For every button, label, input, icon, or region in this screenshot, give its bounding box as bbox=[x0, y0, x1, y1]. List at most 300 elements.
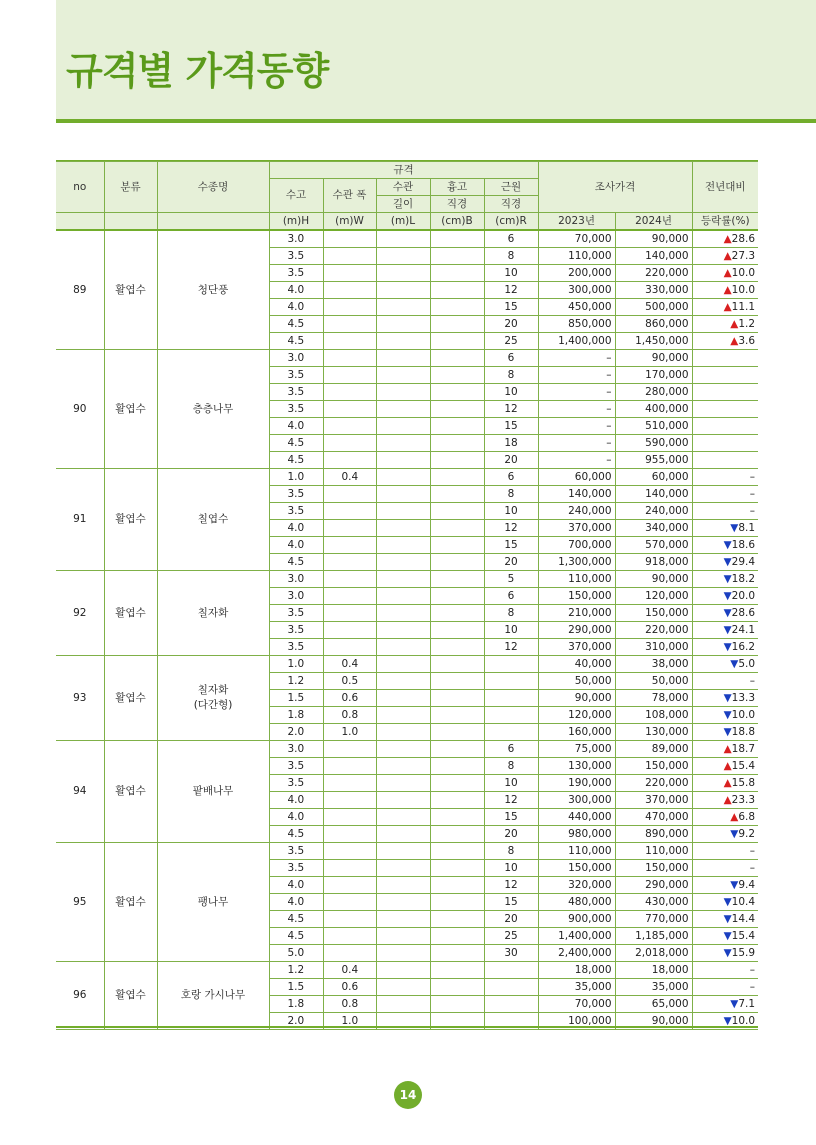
cell-l bbox=[376, 962, 430, 979]
row-category: 활엽수 bbox=[104, 741, 157, 843]
cell-p24: 150,000 bbox=[615, 758, 692, 775]
cell-p24: 400,000 bbox=[615, 401, 692, 418]
cell-change bbox=[692, 248, 758, 265]
cell-h: 3.5 bbox=[269, 639, 323, 656]
cell-r: 12 bbox=[484, 639, 538, 656]
triangle-down-icon: ▼ bbox=[723, 929, 732, 942]
cell-b bbox=[430, 554, 484, 571]
cell-h: 3.5 bbox=[269, 248, 323, 265]
unit-width: (m)W bbox=[323, 213, 376, 231]
cell-p23: – bbox=[538, 401, 615, 418]
triangle-up-icon: ▲ bbox=[723, 776, 732, 789]
cell-h: 3.5 bbox=[269, 605, 323, 622]
cell-p23: 200,000 bbox=[538, 265, 615, 282]
cell-b bbox=[430, 537, 484, 554]
triangle-up-icon: ▲ bbox=[723, 759, 732, 772]
cell-change bbox=[692, 809, 758, 826]
triangle-down-icon: ▼ bbox=[723, 589, 732, 602]
triangle-down-icon: ▼ bbox=[723, 946, 732, 959]
triangle-down-icon: ▼ bbox=[723, 912, 732, 925]
cell-w: 0.4 bbox=[323, 469, 376, 486]
cell-p24: 90,000 bbox=[615, 230, 692, 248]
cell-p23: 150,000 bbox=[538, 860, 615, 877]
cell-p23: 140,000 bbox=[538, 486, 615, 503]
cell-r: 30 bbox=[484, 945, 538, 962]
cell-p23: 900,000 bbox=[538, 911, 615, 928]
cell-h: 3.5 bbox=[269, 367, 323, 384]
cell-change bbox=[692, 792, 758, 809]
cell-change bbox=[692, 537, 758, 554]
cell-change bbox=[692, 724, 758, 741]
cell-b bbox=[430, 622, 484, 639]
table-row bbox=[56, 469, 758, 486]
cell-change bbox=[692, 656, 758, 673]
cell-p24: 78,000 bbox=[615, 690, 692, 707]
cell-l bbox=[376, 741, 430, 758]
cell-p23: 120,000 bbox=[538, 707, 615, 724]
cell-change bbox=[692, 945, 758, 962]
cell-p24: 108,000 bbox=[615, 707, 692, 724]
cell-b bbox=[430, 894, 484, 911]
cell-l bbox=[376, 724, 430, 741]
cell-l bbox=[376, 690, 430, 707]
cell-r: 20 bbox=[484, 316, 538, 333]
change-value: 18.7 bbox=[731, 742, 756, 755]
cell-l bbox=[376, 588, 430, 605]
cell-w bbox=[323, 367, 376, 384]
year-2024: 2024년 bbox=[615, 213, 692, 231]
header-no: no bbox=[56, 162, 104, 213]
cell-p23: 60,000 bbox=[538, 469, 615, 486]
cell-change bbox=[692, 452, 758, 469]
cell-w bbox=[323, 503, 376, 520]
header-category: 분류 bbox=[104, 162, 157, 213]
change-value: – bbox=[749, 980, 756, 993]
cell-p23: 210,000 bbox=[538, 605, 615, 622]
cell-h: 3.5 bbox=[269, 860, 323, 877]
cell-p23: 50,000 bbox=[538, 673, 615, 690]
cell-w bbox=[323, 571, 376, 588]
cell-l bbox=[376, 503, 430, 520]
cell-w bbox=[323, 809, 376, 826]
cell-change bbox=[692, 928, 758, 945]
cell-r: 12 bbox=[484, 401, 538, 418]
cell-l bbox=[376, 282, 430, 299]
cell-w bbox=[323, 265, 376, 282]
cell-r: 10 bbox=[484, 622, 538, 639]
cell-w bbox=[323, 826, 376, 843]
cell-w: 0.8 bbox=[323, 996, 376, 1013]
cell-b bbox=[430, 418, 484, 435]
page-number: 14 bbox=[394, 1081, 422, 1109]
cell-w: 1.0 bbox=[323, 1013, 376, 1030]
cell-r: 18 bbox=[484, 435, 538, 452]
cell-r: 20 bbox=[484, 826, 538, 843]
cell-h: 3.5 bbox=[269, 486, 323, 503]
cell-l bbox=[376, 656, 430, 673]
row-species bbox=[157, 469, 269, 571]
cell-p23: 110,000 bbox=[538, 843, 615, 860]
cell-b bbox=[430, 979, 484, 996]
cell-l bbox=[376, 230, 430, 248]
row-species bbox=[157, 656, 269, 741]
cell-r: 8 bbox=[484, 248, 538, 265]
triangle-down-icon: ▼ bbox=[723, 1014, 732, 1027]
cell-h: 1.5 bbox=[269, 690, 323, 707]
cell-b bbox=[430, 316, 484, 333]
table-row bbox=[56, 843, 758, 860]
cell-l bbox=[376, 350, 430, 367]
triangle-up-icon: ▲ bbox=[730, 317, 739, 330]
cell-b bbox=[430, 775, 484, 792]
cell-r: 15 bbox=[484, 809, 538, 826]
row-species bbox=[157, 350, 269, 469]
cell-h: 4.5 bbox=[269, 333, 323, 350]
cell-h: 4.0 bbox=[269, 299, 323, 316]
cell-w: 0.4 bbox=[323, 962, 376, 979]
cell-b bbox=[430, 230, 484, 248]
cell-l bbox=[376, 333, 430, 350]
cell-b bbox=[430, 911, 484, 928]
unit-category bbox=[104, 213, 157, 231]
cell-b bbox=[430, 503, 484, 520]
cell-p23: 850,000 bbox=[538, 316, 615, 333]
cell-p24: 370,000 bbox=[615, 792, 692, 809]
change-value: 11.1 bbox=[731, 300, 756, 313]
cell-w bbox=[323, 928, 376, 945]
cell-p24: 2,018,000 bbox=[615, 945, 692, 962]
cell-p23: 1,400,000 bbox=[538, 928, 615, 945]
cell-change bbox=[692, 690, 758, 707]
cell-change bbox=[692, 860, 758, 877]
cell-h: 4.0 bbox=[269, 418, 323, 435]
cell-h: 3.0 bbox=[269, 230, 323, 248]
cell-r bbox=[484, 979, 538, 996]
species-name-line: 호랑 가시나무 bbox=[180, 989, 246, 1001]
cell-b bbox=[430, 809, 484, 826]
triangle-down-icon: ▼ bbox=[730, 997, 739, 1010]
header-price: 조사가격 bbox=[538, 162, 692, 213]
cell-p23: 18,000 bbox=[538, 962, 615, 979]
triangle-down-icon: ▼ bbox=[723, 708, 732, 721]
cell-change bbox=[692, 350, 758, 367]
cell-r: 6 bbox=[484, 741, 538, 758]
cell-change bbox=[692, 503, 758, 520]
cell-b bbox=[430, 758, 484, 775]
cell-change bbox=[692, 435, 758, 452]
cell-change bbox=[692, 333, 758, 350]
cell-p24: 290,000 bbox=[615, 877, 692, 894]
cell-p23: 300,000 bbox=[538, 282, 615, 299]
cell-change bbox=[692, 605, 758, 622]
cell-r: 12 bbox=[484, 282, 538, 299]
triangle-up-icon: ▲ bbox=[723, 232, 732, 245]
cell-l bbox=[376, 622, 430, 639]
cell-h: 3.5 bbox=[269, 401, 323, 418]
cell-change bbox=[692, 469, 758, 486]
cell-w: 0.8 bbox=[323, 707, 376, 724]
change-value: 8.1 bbox=[738, 521, 756, 534]
cell-w bbox=[323, 554, 376, 571]
cell-p24: 220,000 bbox=[615, 622, 692, 639]
cell-change bbox=[692, 384, 758, 401]
cell-change bbox=[692, 367, 758, 384]
change-value: 9.2 bbox=[738, 827, 756, 840]
cell-l bbox=[376, 758, 430, 775]
cell-p23: 75,000 bbox=[538, 741, 615, 758]
price-table bbox=[56, 161, 758, 1030]
cell-w: 0.6 bbox=[323, 690, 376, 707]
cell-r bbox=[484, 690, 538, 707]
cell-p23: 1,300,000 bbox=[538, 554, 615, 571]
cell-r: 8 bbox=[484, 367, 538, 384]
cell-l bbox=[376, 248, 430, 265]
cell-change bbox=[692, 230, 758, 248]
cell-p24: 955,000 bbox=[615, 452, 692, 469]
cell-w bbox=[323, 401, 376, 418]
species-name-line: 칠자화 bbox=[197, 684, 229, 696]
cell-p23: – bbox=[538, 435, 615, 452]
cell-change bbox=[692, 962, 758, 979]
cell-l bbox=[376, 996, 430, 1013]
cell-l bbox=[376, 707, 430, 724]
cell-r: 15 bbox=[484, 418, 538, 435]
cell-p24: 60,000 bbox=[615, 469, 692, 486]
header-crown-length-2: 길이 bbox=[376, 196, 430, 213]
cell-h: 3.0 bbox=[269, 588, 323, 605]
cell-change bbox=[692, 401, 758, 418]
cell-w bbox=[323, 741, 376, 758]
cell-r: 6 bbox=[484, 588, 538, 605]
cell-l bbox=[376, 265, 430, 282]
cell-b bbox=[430, 996, 484, 1013]
cell-p24: 330,000 bbox=[615, 282, 692, 299]
cell-w bbox=[323, 605, 376, 622]
cell-p24: 120,000 bbox=[615, 588, 692, 605]
cell-b bbox=[430, 333, 484, 350]
cell-l bbox=[376, 843, 430, 860]
cell-h: 4.5 bbox=[269, 452, 323, 469]
cell-p23: 440,000 bbox=[538, 809, 615, 826]
cell-l bbox=[376, 384, 430, 401]
change-value: 16.2 bbox=[731, 640, 756, 653]
cell-p24: 150,000 bbox=[615, 860, 692, 877]
triangle-down-icon: ▼ bbox=[723, 640, 732, 653]
cell-h: 3.0 bbox=[269, 741, 323, 758]
triangle-down-icon: ▼ bbox=[723, 606, 732, 619]
cell-r: 10 bbox=[484, 384, 538, 401]
cell-w bbox=[323, 384, 376, 401]
cell-l bbox=[376, 877, 430, 894]
cell-r: 8 bbox=[484, 758, 538, 775]
cell-p24: 510,000 bbox=[615, 418, 692, 435]
header-chest-height: 흉고 bbox=[430, 179, 484, 196]
row-no: 91 bbox=[56, 469, 104, 571]
cell-p24: 770,000 bbox=[615, 911, 692, 928]
unit-no bbox=[56, 213, 104, 231]
cell-h: 4.0 bbox=[269, 520, 323, 537]
cell-w bbox=[323, 911, 376, 928]
cell-p23: 370,000 bbox=[538, 520, 615, 537]
change-value: 9.4 bbox=[738, 878, 756, 891]
cell-p23: – bbox=[538, 452, 615, 469]
species-name-line: (다간형) bbox=[193, 699, 233, 711]
change-value: 5.0 bbox=[738, 657, 756, 670]
triangle-up-icon: ▲ bbox=[730, 334, 739, 347]
row-category: 활엽수 bbox=[104, 656, 157, 741]
unit-species bbox=[157, 213, 269, 231]
cell-p23: 700,000 bbox=[538, 537, 615, 554]
cell-l bbox=[376, 775, 430, 792]
cell-b bbox=[430, 367, 484, 384]
cell-b bbox=[430, 928, 484, 945]
cell-h: 4.0 bbox=[269, 537, 323, 554]
cell-r bbox=[484, 962, 538, 979]
cell-h: 4.0 bbox=[269, 792, 323, 809]
cell-change bbox=[692, 673, 758, 690]
table-row bbox=[56, 741, 758, 758]
cell-w: 0.4 bbox=[323, 656, 376, 673]
cell-p23: 90,000 bbox=[538, 690, 615, 707]
cell-change bbox=[692, 265, 758, 282]
cell-r: 20 bbox=[484, 554, 538, 571]
cell-h: 3.5 bbox=[269, 622, 323, 639]
species-name-line: 팽나무 bbox=[197, 895, 229, 908]
cell-change bbox=[692, 486, 758, 503]
cell-h: 4.0 bbox=[269, 877, 323, 894]
cell-l bbox=[376, 452, 430, 469]
cell-l bbox=[376, 418, 430, 435]
cell-b bbox=[430, 673, 484, 690]
cell-h: 1.8 bbox=[269, 707, 323, 724]
change-value: 18.8 bbox=[731, 725, 756, 738]
cell-change bbox=[692, 282, 758, 299]
cell-r: 10 bbox=[484, 503, 538, 520]
change-value: 10.0 bbox=[731, 266, 756, 279]
cell-r: 6 bbox=[484, 350, 538, 367]
cell-p23: 35,000 bbox=[538, 979, 615, 996]
cell-change bbox=[692, 775, 758, 792]
cell-w bbox=[323, 230, 376, 248]
cell-p23: – bbox=[538, 367, 615, 384]
cell-b bbox=[430, 724, 484, 741]
cell-r: 10 bbox=[484, 265, 538, 282]
cell-p23: 110,000 bbox=[538, 571, 615, 588]
cell-p24: 150,000 bbox=[615, 605, 692, 622]
cell-change bbox=[692, 418, 758, 435]
cell-p24: 340,000 bbox=[615, 520, 692, 537]
change-value: 18.6 bbox=[731, 538, 756, 551]
cell-w bbox=[323, 435, 376, 452]
change-value: – bbox=[749, 504, 756, 517]
cell-w bbox=[323, 418, 376, 435]
cell-change bbox=[692, 741, 758, 758]
header-species: 수종명 bbox=[157, 162, 269, 213]
cell-p23: – bbox=[538, 384, 615, 401]
cell-p24: 430,000 bbox=[615, 894, 692, 911]
cell-w bbox=[323, 792, 376, 809]
cell-w bbox=[323, 299, 376, 316]
cell-h: 3.0 bbox=[269, 571, 323, 588]
cell-l bbox=[376, 945, 430, 962]
cell-b bbox=[430, 605, 484, 622]
table-body bbox=[56, 230, 758, 1030]
row-category: 활엽수 bbox=[104, 230, 157, 350]
row-no: 94 bbox=[56, 741, 104, 843]
cell-b bbox=[430, 877, 484, 894]
triangle-down-icon: ▼ bbox=[723, 572, 732, 585]
cell-b bbox=[430, 350, 484, 367]
cell-l bbox=[376, 894, 430, 911]
row-species bbox=[157, 230, 269, 350]
cell-h: 4.0 bbox=[269, 809, 323, 826]
cell-h: 3.5 bbox=[269, 384, 323, 401]
cell-p23: 130,000 bbox=[538, 758, 615, 775]
cell-r bbox=[484, 724, 538, 741]
cell-change bbox=[692, 979, 758, 996]
cell-r: 6 bbox=[484, 469, 538, 486]
cell-w bbox=[323, 248, 376, 265]
species-name-line: 청단풍 bbox=[197, 283, 229, 296]
triangle-up-icon: ▲ bbox=[723, 283, 732, 296]
cell-change bbox=[692, 911, 758, 928]
species-name-line: 칠자화 bbox=[197, 606, 229, 619]
cell-h: 4.5 bbox=[269, 435, 323, 452]
cell-p24: 220,000 bbox=[615, 775, 692, 792]
cell-l bbox=[376, 605, 430, 622]
cell-r: 12 bbox=[484, 520, 538, 537]
row-no: 92 bbox=[56, 571, 104, 656]
cell-p24: 35,000 bbox=[615, 979, 692, 996]
row-category: 활엽수 bbox=[104, 571, 157, 656]
cell-change bbox=[692, 707, 758, 724]
row-category: 활엽수 bbox=[104, 962, 157, 1030]
cell-p24: 140,000 bbox=[615, 486, 692, 503]
cell-w bbox=[323, 758, 376, 775]
cell-r: 12 bbox=[484, 877, 538, 894]
header-change: 전년대비 bbox=[692, 162, 758, 213]
cell-l bbox=[376, 537, 430, 554]
table-row bbox=[56, 656, 758, 673]
triangle-down-icon: ▼ bbox=[723, 725, 732, 738]
change-value: 15.9 bbox=[731, 946, 756, 959]
change-value: 20.0 bbox=[731, 589, 756, 602]
row-category: 활엽수 bbox=[104, 350, 157, 469]
cell-l bbox=[376, 520, 430, 537]
change-value: 18.2 bbox=[731, 572, 756, 585]
change-value: 28.6 bbox=[731, 232, 756, 245]
cell-l bbox=[376, 316, 430, 333]
triangle-up-icon: ▲ bbox=[723, 742, 732, 755]
change-value: 15.4 bbox=[731, 759, 756, 772]
row-no: 95 bbox=[56, 843, 104, 962]
change-value: 10.0 bbox=[731, 283, 756, 296]
change-value: 13.3 bbox=[731, 691, 756, 704]
cell-change bbox=[692, 571, 758, 588]
cell-p23: 70,000 bbox=[538, 996, 615, 1013]
cell-p23: 1,400,000 bbox=[538, 333, 615, 350]
cell-p23: 450,000 bbox=[538, 299, 615, 316]
cell-w bbox=[323, 860, 376, 877]
cell-r bbox=[484, 673, 538, 690]
triangle-down-icon: ▼ bbox=[723, 691, 732, 704]
cell-b bbox=[430, 639, 484, 656]
change-value: 27.3 bbox=[731, 249, 756, 262]
cell-w bbox=[323, 894, 376, 911]
change-value: 29.4 bbox=[731, 555, 756, 568]
cell-change bbox=[692, 554, 758, 571]
change-value: 3.6 bbox=[738, 334, 756, 347]
